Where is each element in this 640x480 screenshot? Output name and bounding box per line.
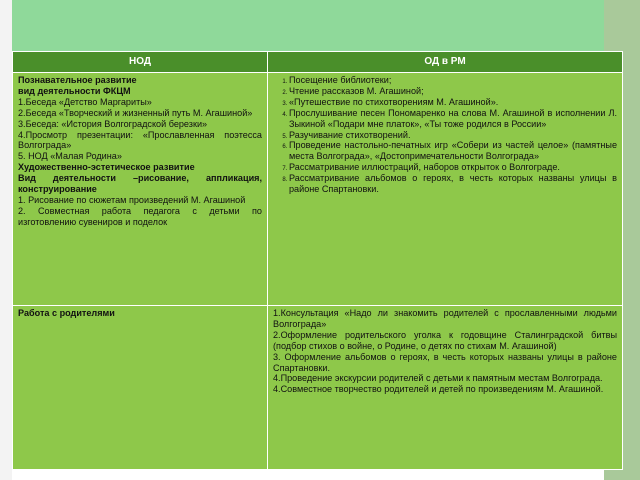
section-title-artistic: Художественно-эстетическое развитие xyxy=(18,162,195,173)
cell-parents-activities xyxy=(268,306,623,470)
list-item: 1. Рисование по сюжетам произведений М. Агашиной xyxy=(18,194,246,205)
cell-od-rm-activities xyxy=(268,73,623,306)
activity-list xyxy=(273,75,617,195)
list-item: 7. Рассматривание иллюстраций, наборов открыток о Волгограде. xyxy=(289,162,617,173)
activity-table xyxy=(12,51,623,470)
table-header-row xyxy=(13,52,623,73)
list-item: 2. Совместная работа педагога с детьми по изготовлению сувениров и поделок xyxy=(18,205,262,227)
list-item: 1.Консультация «Надо ли знакомить родителей с прославленными людьми Волгограда» xyxy=(273,308,617,329)
list-item: 1. Посещение библиотеки; xyxy=(289,75,617,86)
list-item: 2. Чтение рассказов М. Агашиной; xyxy=(289,86,617,97)
list-item: 3. Оформление альбомов о героях, в честь которых названы улицы в районе Спартановки. xyxy=(273,351,617,373)
list-item: 4. Прослушивание песен Пономаренко на слова М. Агашиной в исполнении Л. Зыкиной «Подари мне платок», «Ты тоже родился в России» xyxy=(289,108,617,130)
section-subtitle-drawing: Вид деятельности –рисование, аппликация, конструирование xyxy=(18,173,262,195)
list-item: 6. Проведение настольно-печатных игр «Собери из частей целое» (памятные места Волгограда», «Достопримечательности Волгограда» xyxy=(289,140,617,162)
header-nod: НОД xyxy=(13,52,268,73)
cell-parents-title xyxy=(13,306,268,470)
section-title-cognitive: Познавательное развитие xyxy=(18,75,137,85)
left-background-strip xyxy=(0,0,12,480)
table-row xyxy=(13,73,623,306)
list-item: 3. «Путешествие по стихотворениям М. Агашиной». xyxy=(289,97,617,108)
list-item: 4.Совместное творчество родителей и детей по произведениям М. Агашиной. xyxy=(273,384,604,395)
list-item: 3.Беседа: «История Волгоградской березки» xyxy=(18,118,208,129)
list-item: 8. Рассматривание альбомов о героях, в честь которых названы улицы в районе Спартановки. xyxy=(289,173,617,195)
header-od-rm: ОД в РМ xyxy=(268,52,623,73)
list-item: 2.Оформление родительского уголка к годовщине Сталинградской битвы (подбор стихов о войне, о Родине, о детях по стихам М. Агашиной) xyxy=(273,329,617,351)
list-item: 5. Разучивание стихотворений. xyxy=(289,130,617,141)
list-item: 4.Просмотр презентации: «Прославленная поэтесса Волгограда» xyxy=(18,129,262,151)
list-item: 2.Беседа «Творческий и жизненный путь М. Агашиной» xyxy=(18,107,253,118)
section-subtitle-fkcm: вид деятельности ФКЦМ xyxy=(18,85,131,96)
list-item: 5. НОД «Малая Родина» xyxy=(18,151,122,162)
section-title-parents: Работа с родителями xyxy=(18,308,115,318)
top-background-band xyxy=(0,0,640,56)
list-item: 4.Проведение экскурсии родителей с детьми к памятным местам Волгограда. xyxy=(273,373,603,384)
list-item: 1.Беседа «Детство Маргариты» xyxy=(18,96,152,107)
cell-nod-activities xyxy=(13,73,268,306)
table-row xyxy=(13,306,623,470)
